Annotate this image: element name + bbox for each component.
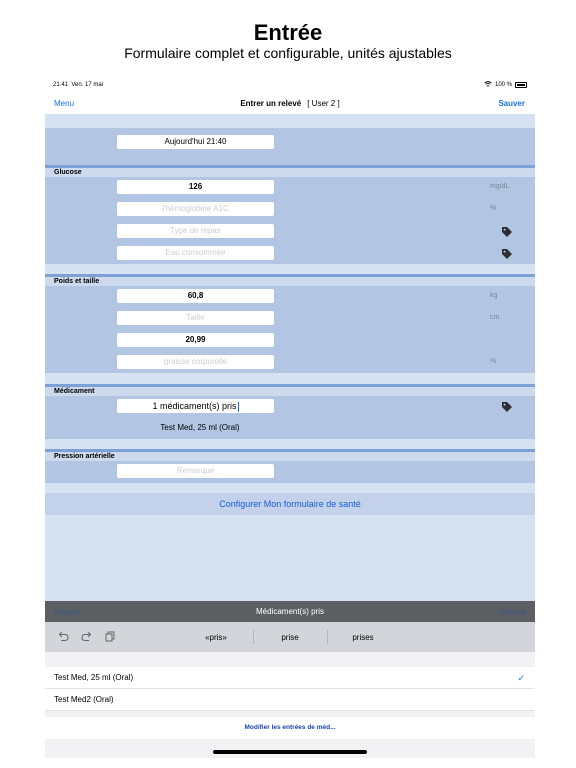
a1c-field[interactable]: l'hémoglobine A1C: [117, 202, 274, 216]
medication-entry: Test Med, 25 ml (Oral): [160, 423, 240, 432]
redo-icon[interactable]: [81, 631, 93, 645]
device-screen: [45, 78, 535, 758]
configure-form-button[interactable]: Configurer Mon formulaire de santé: [45, 493, 535, 515]
suggestion-3[interactable]: prises: [352, 633, 374, 642]
picker-row-label: Test Med, 25 ml (Oral): [54, 673, 134, 682]
picker-row-label: Test Med2 (Oral): [54, 695, 114, 704]
section-header-medication: Médicament: [45, 384, 535, 396]
a1c-unit: %: [490, 205, 497, 212]
tag-icon[interactable]: [501, 247, 513, 259]
medication-field[interactable]: 1 médicament(s) pris: [117, 399, 274, 413]
bmi-field[interactable]: 20,99: [117, 333, 274, 347]
section-header-pressure: Pression artérielle: [45, 449, 535, 461]
height-unit: cm: [490, 314, 500, 321]
body-fat-unit: %: [490, 358, 497, 365]
clipboard-icon[interactable]: [105, 631, 115, 645]
section-header-weight: Poids et taille: [45, 274, 535, 286]
page-title: Entrer un relevé [ User 2 ]: [240, 99, 340, 108]
status-right: [484, 81, 527, 89]
edit-tools: [57, 631, 115, 645]
keyboard-toolbar: [45, 601, 535, 622]
water-field[interactable]: Eau consommée: [117, 246, 274, 260]
date-time-field[interactable]: Aujourd'hui 21:40: [117, 135, 274, 149]
home-indicator[interactable]: [213, 750, 367, 754]
text-cursor: [238, 402, 239, 412]
save-button[interactable]: Sauver: [498, 99, 525, 108]
promo-title: Entrée: [253, 20, 323, 45]
glucose-unit: mg/dL: [490, 183, 510, 190]
battery-percent: 100 %: [494, 82, 512, 88]
band: [45, 373, 535, 384]
keyboard-title: Médicament(s) pris: [255, 607, 324, 616]
picker-row[interactable]: [45, 689, 535, 711]
height-field[interactable]: Taille: [117, 311, 274, 325]
battery-icon: [515, 82, 527, 88]
menu-button[interactable]: Menu: [54, 99, 75, 108]
edit-medications-link[interactable]: Modifier les entrées de méd...: [45, 717, 535, 739]
promo-subtitle: Formulaire complet et configurable, unités ajustables: [124, 45, 452, 61]
glucose-value-field[interactable]: 126: [117, 180, 274, 194]
weight-unit: kg: [490, 292, 498, 299]
picker-row[interactable]: [45, 667, 535, 689]
medication-picker: [45, 652, 535, 758]
undo-icon[interactable]: [57, 631, 69, 645]
status-bar: [45, 78, 535, 92]
band: [45, 483, 535, 493]
suggestion-2[interactable]: prise: [281, 633, 299, 642]
body-fat-field[interactable]: graisse corporelle: [117, 355, 274, 369]
section-header-glucose: Glucose: [45, 165, 535, 177]
suggestion-bar: [45, 622, 535, 652]
weight-field[interactable]: 60,8: [117, 289, 274, 303]
empty-area: [45, 515, 535, 601]
band: [45, 439, 535, 449]
meal-type-field[interactable]: Type de repas: [117, 224, 274, 238]
done-button[interactable]: Terminé: [497, 608, 526, 617]
cancel-button[interactable]: Annuler: [54, 608, 82, 617]
tag-icon[interactable]: [501, 400, 513, 412]
status-time-date: 21:41 Ven. 17 mai: [53, 82, 104, 88]
user-label: [ User 2 ]: [307, 99, 340, 108]
band: [45, 264, 535, 274]
promo-header: [0, 0, 576, 78]
suggestion-1[interactable]: «pris»: [205, 633, 227, 642]
checkmark-icon: ✓: [517, 673, 525, 683]
remark-field[interactable]: Remarque: [117, 464, 274, 478]
wifi-icon: [484, 81, 492, 89]
top-band: [45, 114, 535, 128]
nav-bar: [45, 92, 535, 114]
tag-icon[interactable]: [501, 225, 513, 237]
